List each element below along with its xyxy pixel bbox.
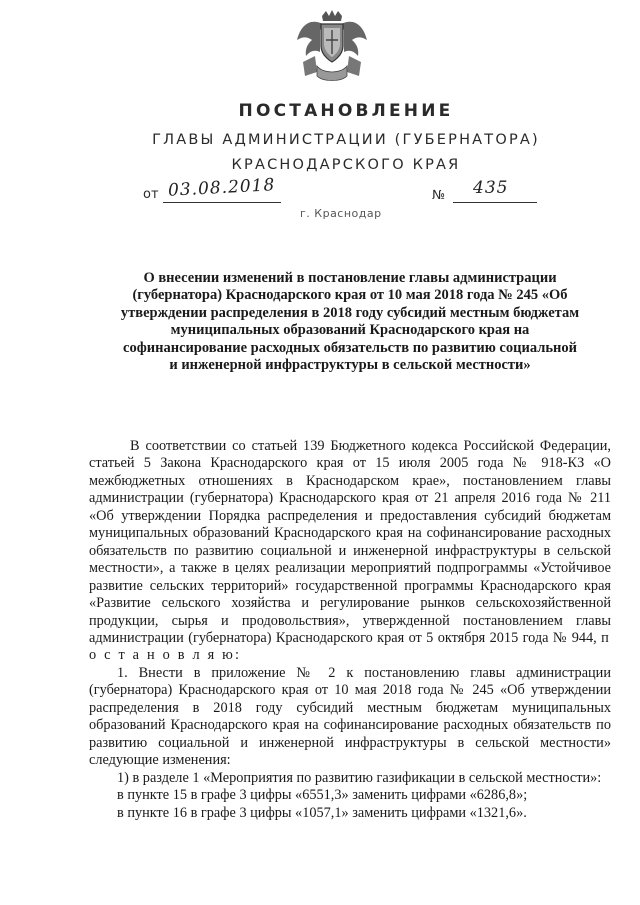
number-value: 435 — [473, 178, 509, 198]
date-value: 03.08.2018 — [167, 175, 276, 201]
preamble-text: В соответствии со статьей 139 Бюджетного кодекса Российской Федерации, статьей 5 Закона Краснодарского края от 15 июля 2005 года № 918-КЗ «О межбюджетных отношениях в Краснодарском крае», постановлением главы администрации (губернатора) Краснодарского края от 21 апреля 2016 года № 211 «Об утверждении Порядка распределения и предоставления субсидий бюджетам муниципальных образований Краснодарского края на софинансирование расходных обязательств по развитию социальной и инженерной инфраструктуры в сельской местности», а также в целях реализации мероприятий подпрограммы «Устойчивое развитие сельских территорий» государственной программы Краснодарского края «Развитие сельского хозяйства и регулирование рынков сельскохозяйственной продукции, сырья и продовольствия», утвержденной постановлением главы администрации (губернатора) Краснодарского края от 5 октября 2015 года № 944, — [89, 438, 611, 646]
city-label: г. Краснодар — [300, 207, 382, 220]
document-title: ПОСТАНОВЛЕНИЕ — [238, 101, 454, 121]
coat-of-arms-emblem — [293, 10, 371, 84]
issuer-line-2: КРАСНОДАРСКОГО КРАЯ — [231, 157, 461, 173]
date-label: от — [143, 187, 159, 202]
preamble-paragraph — [89, 438, 611, 665]
subitem-1-paragraph: 1) в разделе 1 «Мероприятия по развитию газификации в сельской местности»: — [117, 769, 602, 786]
date-underline — [163, 202, 281, 203]
number-underline — [453, 202, 537, 203]
document-body — [89, 438, 611, 822]
item-1-paragraph: 1. Внести в приложение № 2 к постановлению главы администрации (губернатора) Краснодарского края от 10 мая 2018 года № 245 «Об утверждении распределения в 2018 году субсидий местным бюджетам муниципальных образований Краснодарского края на софинансирование расходных обязательств по развитию социальной и инженерной инфраструктуры в сельской местности» следующие изменения: — [89, 664, 611, 769]
issuer-line-1: ГЛАВЫ АДМИНИСТРАЦИИ (ГУБЕРНАТОРА) — [152, 132, 540, 148]
change-line-2: в пункте 16 в графе 3 цифры «1057,1» заменить цифрами «1321,6». — [117, 804, 527, 821]
number-label: № — [432, 187, 446, 202]
decree-word: п о с т а н о в л я ю: — [89, 629, 611, 664]
decree-subject: О внесении изменений в постановление главы администрации (губернатора) Краснодарского края от 10 мая 2018 года № 245 «Об утверждении распределения в 2018 году субсидий местным бюджетам муниципальных образований Краснодарского края на софинансирование расходных обязательств по развитию социальной и инженерной инфраструктуры в сельской местности» — [120, 270, 580, 374]
change-line-1: в пункте 15 в графе 3 цифры «6551,3» заменить цифрами «6286,8»; — [117, 787, 528, 804]
